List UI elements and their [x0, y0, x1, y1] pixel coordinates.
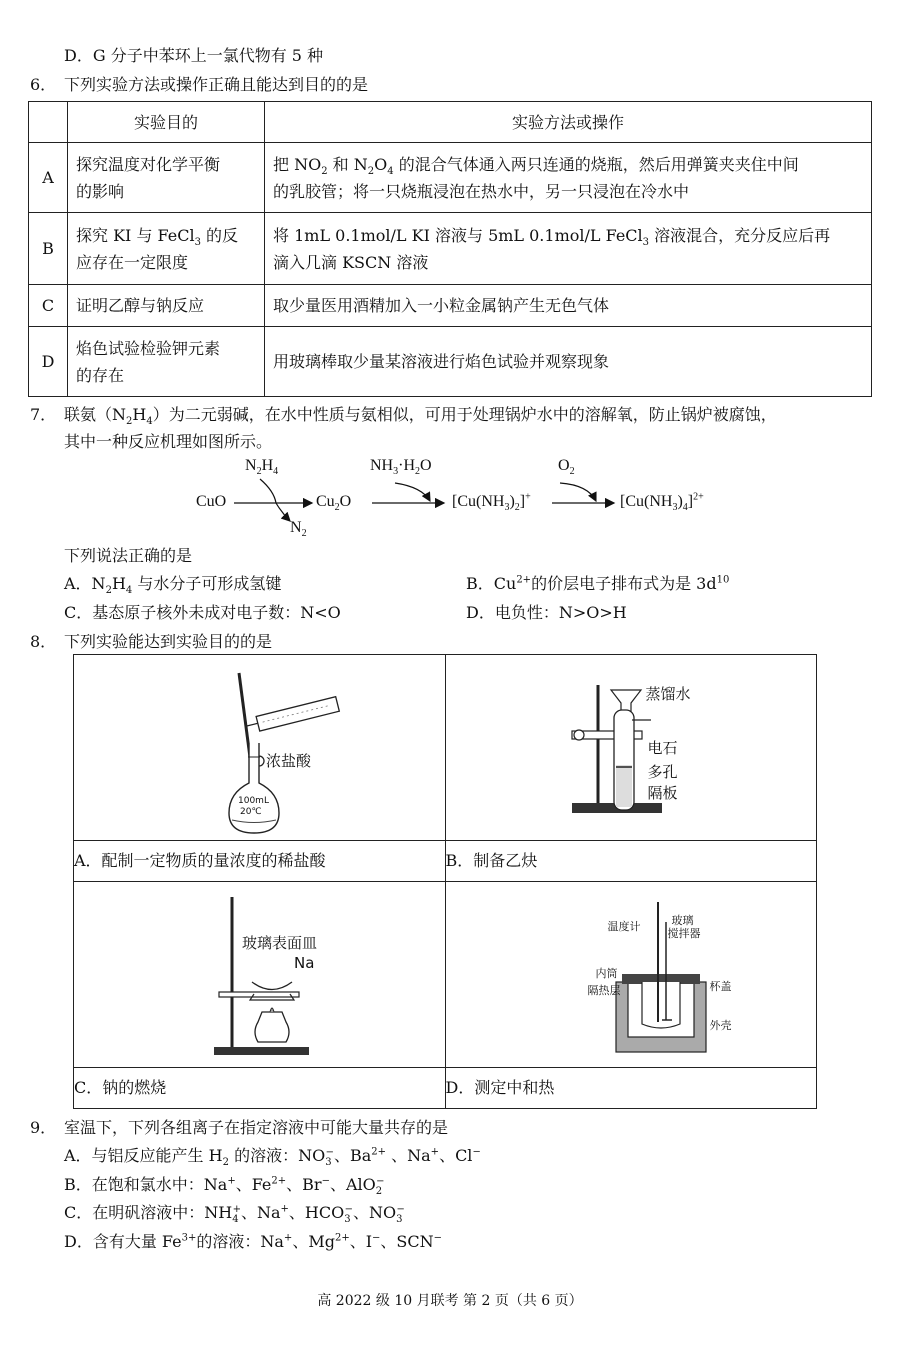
- fig-a-cell: [74, 655, 446, 841]
- fig-c: [74, 882, 445, 1067]
- page-footer: 高 2022 级 10 月联考 第 2 页（共 6 页）: [317, 1293, 583, 1309]
- table-header-method: 实验方法或操作: [265, 102, 872, 143]
- label-outer-shell: 外壳: [709, 1019, 732, 1032]
- row-label: B: [29, 213, 68, 285]
- table-header-row: [29, 102, 872, 143]
- acetylene-apparatus-diagram: [446, 655, 816, 840]
- row-label: A: [29, 143, 68, 213]
- row-method: 把 $NO_2$ 和 $N_2O_4$ 的混合气体通入两只连通的烧瓶，然后用弹簧夹夹住中间 的乳胶管；将一只烧瓶浸泡在热水中，另一只浸泡在冷水中: [265, 143, 872, 213]
- row-label: D: [29, 327, 68, 397]
- mech-cu2o: $Cu_2O$: [316, 493, 352, 514]
- fig-d-cell: [445, 882, 817, 1068]
- q9-option-a: A．与铝反应能产生 $H_2$ 的溶液：$NO_3^-$、$Ba^{2+}$ 、Na+、Cl−: [64, 1146, 481, 1169]
- q6-table: [28, 101, 872, 397]
- row-method: 取少量医用酒精加入一小粒金属钠产生无色气体: [265, 285, 872, 327]
- label-conc-hcl: 浓盐酸: [266, 752, 312, 770]
- row-method: 用玻璃棒取少量某溶液进行焰色试验并观察现象: [265, 327, 872, 397]
- q9-option-d: D．含有大量 $Fe^{3+}$的溶液：Na+、$Mg^{2+}$、I−、SCN−: [64, 1232, 443, 1251]
- mech-nh3h2o: $NH_3\cdot H_2O$: [370, 457, 432, 478]
- fig-b-cell: [445, 655, 817, 841]
- q7-option-c: C．基态原子核外未成对电子数：N<O: [64, 603, 341, 622]
- table-row: [29, 285, 872, 327]
- table-header-blank: [29, 102, 68, 143]
- label-insulation: 隔热层: [587, 984, 621, 997]
- row-purpose: 证明乙醇与钠反应: [68, 285, 265, 327]
- q8-stem: 下列实验能达到实验目的的是: [64, 632, 273, 651]
- q9-option-c: C．在明矾溶液中：$NH_4^+$、Na+、$HCO_3^-$、$NO_3^-$: [64, 1203, 405, 1226]
- label-porous: 多孔: [647, 763, 678, 781]
- mech-complex1: $[Cu(NH_3)_2]^+$: [452, 491, 531, 514]
- label-calcium-carbide: 电石: [647, 739, 678, 757]
- label-lid: 杯盖: [709, 980, 732, 993]
- row-method: 将 1mL 0.1mol/L KI 溶液与 5mL 0.1mol/L FeCl$_3$ 溶液混合，充分反应后再 滴入几滴 KSCN 溶液: [265, 213, 872, 285]
- fig-b: [446, 655, 817, 840]
- fig-a: [74, 655, 445, 840]
- fig-d: [446, 882, 817, 1067]
- q7-option-d: D．电负性：N>O>H: [466, 603, 627, 622]
- q7-number: 7．: [30, 405, 57, 424]
- q8-figure-table: [73, 654, 817, 1109]
- q7-stem-line1: 联氨$(N_2H_4)$为二元弱碱，在水中性质与氨相似，可用于处理锅炉水中的溶解氧，防止锅炉被腐蚀，: [64, 405, 777, 428]
- label-glass: 玻璃: [671, 914, 694, 927]
- label-20c: 20℃: [240, 807, 262, 817]
- label-partition: 隔板: [647, 784, 678, 802]
- fig-c-caption: C．钠的燃烧: [74, 1068, 446, 1109]
- row-purpose: 探究 KI 与 FeCl$_3$ 的反 应存在一定限度: [68, 213, 265, 285]
- table-row: [29, 213, 872, 285]
- mech-o2: $O_2$: [558, 457, 575, 478]
- label-thermometer: 温度计: [607, 920, 641, 933]
- table-header-purpose: 实验目的: [68, 102, 265, 143]
- calorimeter-diagram: [446, 882, 816, 1067]
- fig-c-cell: [74, 882, 446, 1068]
- label-stirrer: 搅拌器: [667, 927, 701, 940]
- row-purpose: 焰色试验检验钾元素 的存在: [68, 327, 265, 397]
- mech-cuo: CuO: [196, 493, 227, 510]
- fig-b-caption: B．制备乙炔: [445, 841, 817, 882]
- mech-n2h4: $N_2H_4$: [245, 457, 279, 478]
- label-inner-cup: 内筒: [595, 967, 618, 980]
- q6-number: 6．: [30, 75, 57, 94]
- table-row: [29, 143, 872, 213]
- label-na: Na: [294, 954, 315, 972]
- label-100ml: 100mL: [238, 796, 269, 806]
- q9-stem: 室温下，下列各组离子在指定溶液中可能大量共存的是: [64, 1118, 449, 1137]
- fig-a-caption: A．配制一定物质的量浓度的稀盐酸: [74, 841, 446, 882]
- mech-complex2: $[Cu(NH_3)_4]^{2+}$: [620, 491, 704, 514]
- table-row: [29, 327, 872, 397]
- q7-stem-line2: 其中一种反应机理如图所示。: [64, 432, 273, 451]
- q6-stem: 下列实验方法或操作正确且能达到目的的是: [64, 75, 369, 94]
- q7-mechanism: [190, 455, 750, 545]
- q8-number: 8．: [30, 632, 57, 651]
- q9-option-b: B．在饱和氯水中：Na+、$Fe^{2+}$、Br−、AlO$_2$−: [64, 1175, 385, 1198]
- q7-question: 下列说法正确的是: [64, 546, 193, 565]
- sodium-combustion-diagram: [74, 882, 444, 1067]
- row-purpose: 探究温度对化学平衡 的影响: [68, 143, 265, 213]
- label-watch-glass: 玻璃表面皿: [242, 934, 318, 952]
- q5-option-d: D．G 分子中苯环上一氯代物有 5 种: [64, 46, 324, 65]
- q7-option-a: A．$N_2H_4$ 与水分子可形成氢键: [64, 574, 282, 597]
- row-label: C: [29, 285, 68, 327]
- mech-n2: $N_2$: [290, 519, 307, 540]
- fig-d-caption: D．测定中和热: [445, 1068, 817, 1109]
- q9-number: 9．: [30, 1118, 57, 1137]
- q7-option-b: B．$Cu^{2+}$的价层电子排布式为是 $3d^{10}$: [466, 574, 730, 593]
- label-distilled-water: 蒸馏水: [645, 685, 691, 703]
